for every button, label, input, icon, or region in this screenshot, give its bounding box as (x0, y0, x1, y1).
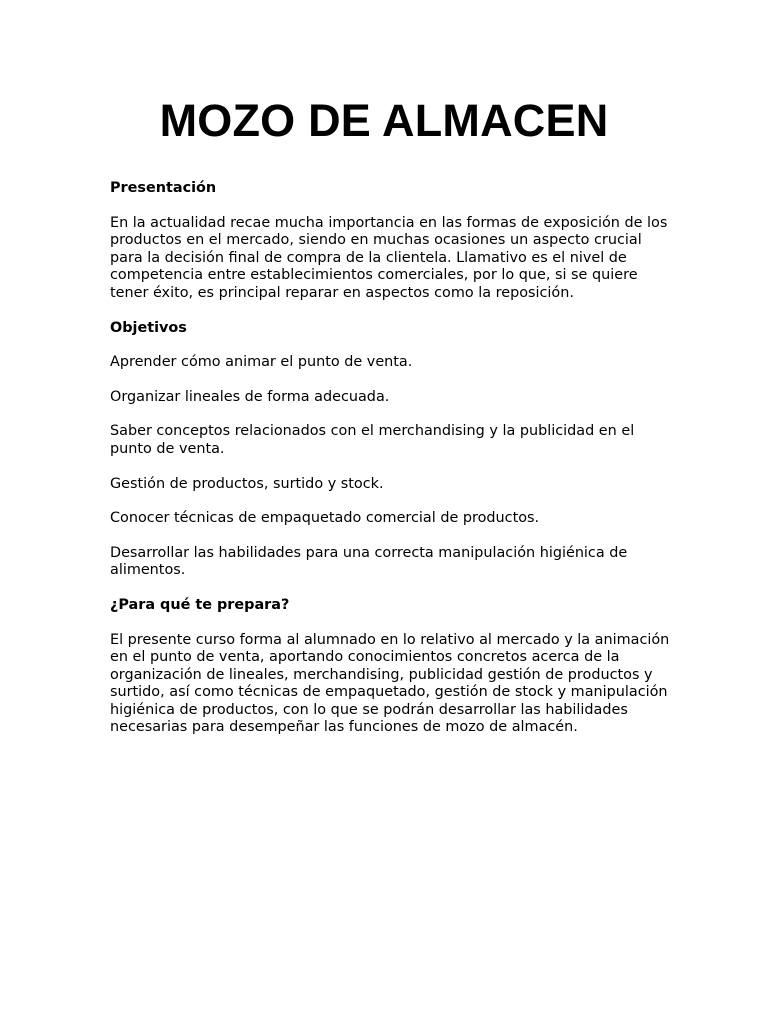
section-heading-objectives: Objetivos (110, 319, 187, 336)
section-heading-preparation: ¿Para qué te prepara? (110, 596, 290, 613)
objective-item: Conocer técnicas de empaquetado comercial de productos. (110, 510, 540, 527)
objective-item: Saber conceptos relacionados con el merchandising y la publicidad en el punto de venta. (110, 423, 635, 457)
presentation-paragraph: En la actualidad recae mucha importancia en las formas de exposición de los productos en el mercado, siendo en muchas ocasiones un aspecto crucial para la decisión final de compra de la clientela. Llamativo es el nivel de competencia entre establecimientos comerciales, por lo que, si se quiere tener éxito, es principal reparar en aspectos como la reposición. (110, 214, 668, 301)
document-body (110, 180, 670, 754)
objective-item: Aprender cómo animar el punto de venta. (110, 354, 413, 371)
preparation-paragraph: El presente curso forma al alumnado en lo relativo al mercado y la animación en el punto de venta, aportando conocimientos concretos acerca de la organización de lineales, merchandising, publicidad gestión de productos y surtido, así como técnicas de empaquetado, gestión de stock y manipulación higiénica de productos, con lo que se podrán desarrollar las habilidades necesarias para desempeñar las funciones de mozo de almacén. (110, 631, 670, 736)
objective-item: Organizar lineales de forma adecuada. (110, 388, 390, 405)
page-title: MOZO DE ALMACEN (159, 95, 609, 146)
objective-item: Gestión de productos, surtido y stock. (110, 475, 384, 492)
section-heading-presentation: Presentación (110, 180, 217, 196)
objective-item: Desarrollar las habilidades para una correcta manipulación higiénica de alimentos. (110, 544, 628, 579)
